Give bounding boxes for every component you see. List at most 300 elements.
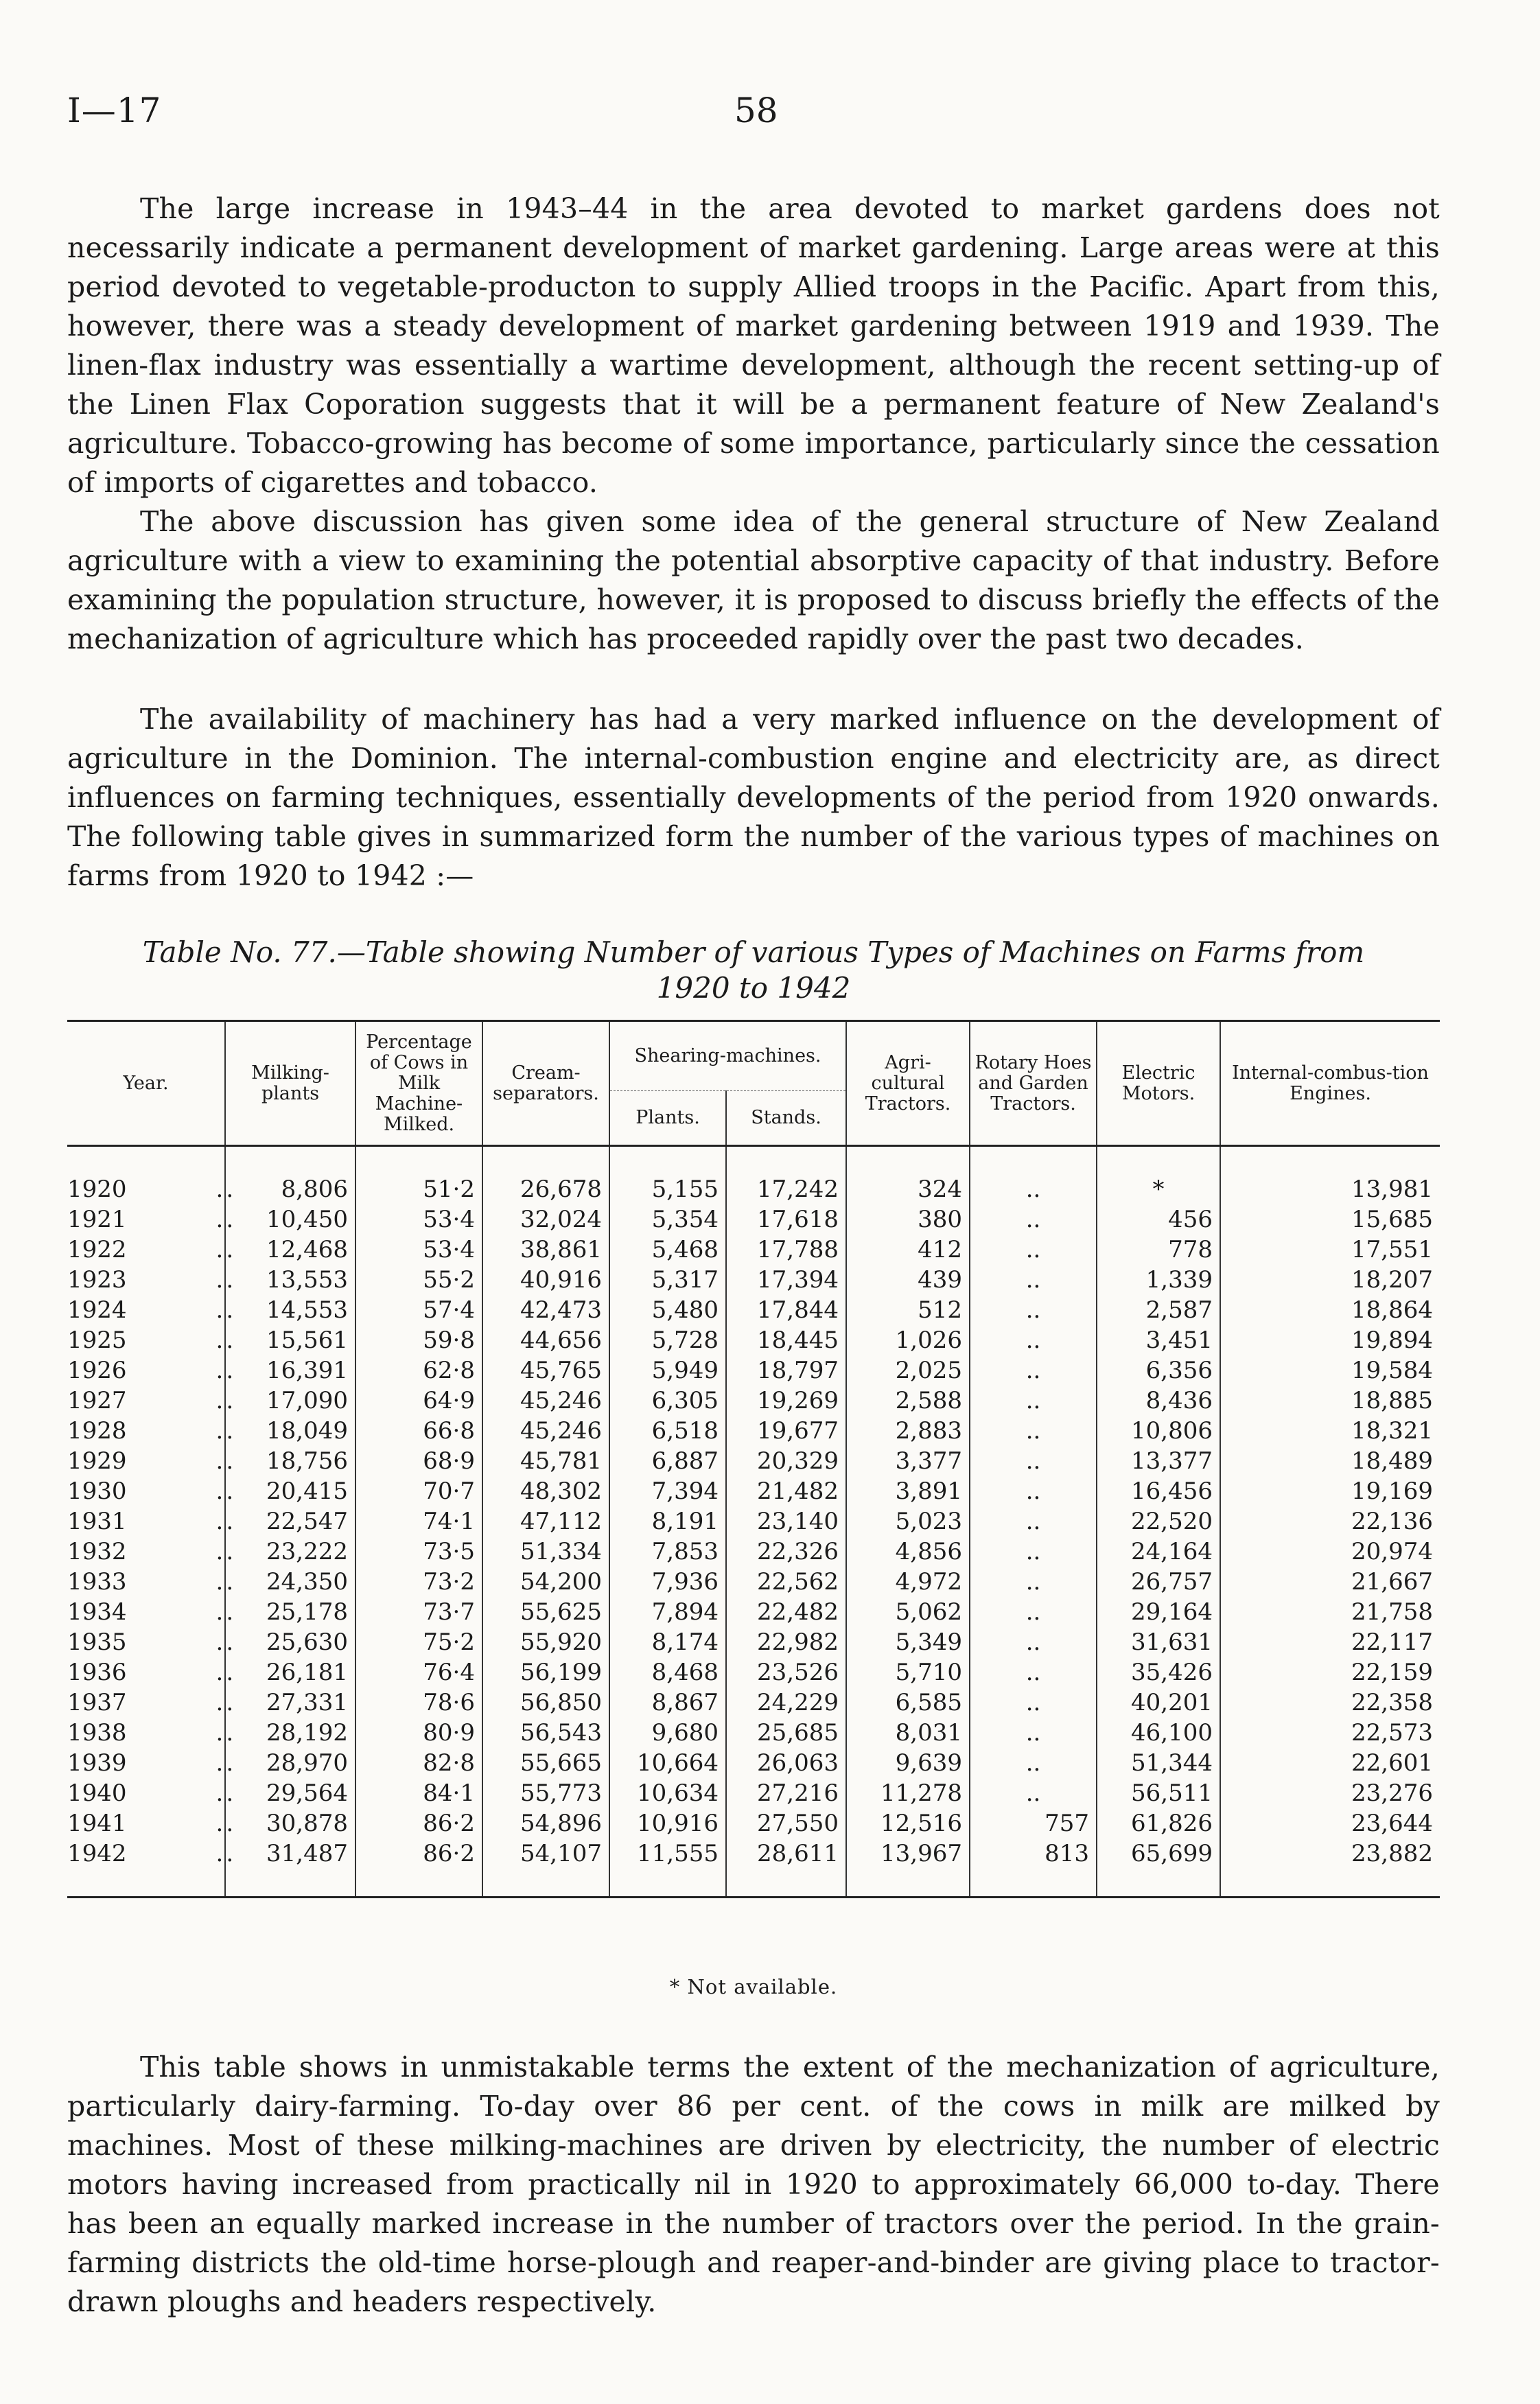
paragraph-text: The availability of machinery has had a very marked influence on the development of agriculture in the Dominion. The internal-combustion engine and electricity are, as direct influences on farming techniques, essentially developments of the period from 1920 onwards. The following table gives in summarized form the number of the various types of machines on farms from 1920 to 1942 :— — [67, 703, 1440, 892]
cell-agricultural-tractors: 8,031 — [846, 1718, 970, 1748]
cell-internal-combustion-engines: 18,321 — [1351, 1417, 1434, 1445]
cell-internal-combustion-engines: 15,685 — [1351, 1206, 1434, 1233]
cell-leader-dots: .. — [215, 1598, 237, 1626]
machines-table — [67, 1020, 1440, 1898]
cell-internal-combustion-engines: 18,489 — [1351, 1447, 1434, 1475]
cell-internal-combustion-engines: 22,358 — [1351, 1689, 1434, 1716]
cell-internal-combustion-engines: 21,758 — [1351, 1598, 1434, 1626]
col-cream-separators: Cream-separators. — [482, 1021, 609, 1146]
cell-internal-combustion-engines: 18,885 — [1351, 1387, 1434, 1414]
cell-shearing-stands: 17,242 — [726, 1174, 846, 1204]
cell-percent-machine-milked: 86·2 — [355, 1839, 482, 1869]
cell-rotary-hoes: .. — [970, 1657, 1097, 1688]
cell-rotary-hoes: .. — [970, 1235, 1097, 1265]
cell-rotary-hoes: .. — [970, 1506, 1097, 1537]
table-row — [67, 1476, 1440, 1506]
cell-year: 1938 — [67, 1719, 127, 1747]
cell-cream-separators: 55,665 — [482, 1748, 609, 1778]
cell-rotary-hoes: .. — [970, 1748, 1097, 1778]
col-percent-machine-milked: Percentage of Cows in Milk Machine-Milked. — [355, 1021, 482, 1146]
cell-milking-plants: 25,630 — [225, 1627, 355, 1657]
cell-internal-combustion-engines: 22,573 — [1351, 1719, 1434, 1747]
cell-agricultural-tractors: 5,062 — [846, 1597, 970, 1627]
cell-rotary-hoes: .. — [970, 1476, 1097, 1506]
cell-rotary-hoes: .. — [970, 1446, 1097, 1476]
cell-leader-dots: .. — [215, 1478, 237, 1505]
cell-shearing-plants: 7,853 — [609, 1537, 726, 1567]
cell-agricultural-tractors: 3,891 — [846, 1476, 970, 1506]
table-row — [67, 1718, 1440, 1748]
cell-electric-motors: 40,201 — [1097, 1688, 1220, 1718]
cell-agricultural-tractors: 512 — [846, 1295, 970, 1325]
cell-agricultural-tractors: 380 — [846, 1204, 970, 1235]
cell-agricultural-tractors: 4,972 — [846, 1567, 970, 1597]
cell-internal-combustion-engines: 17,551 — [1351, 1236, 1434, 1263]
cell-electric-motors: 61,826 — [1097, 1808, 1220, 1839]
cell-leader-dots: .. — [215, 1719, 237, 1747]
cell-shearing-stands: 24,229 — [726, 1688, 846, 1718]
table-row — [67, 1506, 1440, 1537]
cell-year: 1936 — [67, 1659, 127, 1686]
cell-agricultural-tractors: 5,349 — [846, 1627, 970, 1657]
cell-year: 1940 — [67, 1779, 127, 1807]
cell-internal-combustion-engines: 22,136 — [1351, 1508, 1434, 1535]
cell-shearing-plants: 8,191 — [609, 1506, 726, 1537]
cell-electric-motors: 51,344 — [1097, 1748, 1220, 1778]
cell-rotary-hoes: .. — [970, 1718, 1097, 1748]
document-series: I—17 — [67, 91, 162, 130]
cell-shearing-stands: 22,326 — [726, 1537, 846, 1567]
cell-rotary-hoes: .. — [970, 1627, 1097, 1657]
cell-percent-machine-milked: 53·4 — [355, 1204, 482, 1235]
cell-milking-plants: 29,564 — [225, 1778, 355, 1808]
cell-percent-machine-milked: 86·2 — [355, 1808, 482, 1839]
cell-internal-combustion-engines: 23,276 — [1351, 1779, 1434, 1807]
cell-rotary-hoes: 757 — [970, 1808, 1097, 1839]
cell-percent-machine-milked: 51·2 — [355, 1174, 482, 1204]
cell-electric-motors: 65,699 — [1097, 1839, 1220, 1869]
cell-shearing-plants: 7,936 — [609, 1567, 726, 1597]
cell-internal-combustion-engines: 20,974 — [1351, 1538, 1434, 1565]
cell-agricultural-tractors: 1,026 — [846, 1325, 970, 1355]
cell-shearing-plants: 11,555 — [609, 1839, 726, 1869]
paragraph-agriculture-structure — [67, 502, 1440, 659]
cell-year: 1928 — [67, 1417, 127, 1445]
col-shearing-machines: Shearing-machines. — [609, 1021, 846, 1091]
cell-cream-separators: 44,656 — [482, 1325, 609, 1355]
cell-leader-dots: .. — [215, 1629, 237, 1656]
cell-internal-combustion-engines: 22,159 — [1351, 1659, 1434, 1686]
cell-leader-dots: .. — [215, 1508, 237, 1535]
cell-cream-separators: 48,302 — [482, 1476, 609, 1506]
cell-shearing-plants: 10,634 — [609, 1778, 726, 1808]
cell-shearing-plants: 5,354 — [609, 1204, 726, 1235]
cell-cream-separators: 56,199 — [482, 1657, 609, 1688]
cell-shearing-plants: 7,394 — [609, 1476, 726, 1506]
cell-agricultural-tractors: 11,278 — [846, 1778, 970, 1808]
table-row — [67, 1325, 1440, 1355]
cell-milking-plants: 13,553 — [225, 1265, 355, 1295]
cell-year: 1930 — [67, 1478, 127, 1505]
cell-agricultural-tractors: 412 — [846, 1235, 970, 1265]
cell-leader-dots: .. — [215, 1810, 237, 1837]
cell-electric-motors: 13,377 — [1097, 1446, 1220, 1476]
cell-agricultural-tractors: 2,588 — [846, 1386, 970, 1416]
cell-milking-plants: 8,806 — [225, 1174, 355, 1204]
cell-percent-machine-milked: 66·8 — [355, 1416, 482, 1446]
cell-milking-plants: 28,192 — [225, 1718, 355, 1748]
cell-percent-machine-milked: 70·7 — [355, 1476, 482, 1506]
cell-shearing-plants: 7,894 — [609, 1597, 726, 1627]
table-row — [67, 1204, 1440, 1235]
cell-leader-dots: .. — [215, 1236, 237, 1263]
table-row — [67, 1386, 1440, 1416]
table-row — [67, 1657, 1440, 1688]
cell-year: 1929 — [67, 1447, 127, 1475]
cell-cream-separators: 38,861 — [482, 1235, 609, 1265]
cell-year: 1926 — [67, 1357, 127, 1384]
cell-internal-combustion-engines: 13,981 — [1351, 1176, 1434, 1203]
cell-shearing-stands: 17,788 — [726, 1235, 846, 1265]
cell-milking-plants: 28,970 — [225, 1748, 355, 1778]
cell-electric-motors: 10,806 — [1097, 1416, 1220, 1446]
cell-year: 1932 — [67, 1538, 127, 1565]
cell-internal-combustion-engines: 22,601 — [1351, 1749, 1434, 1777]
cell-milking-plants: 12,468 — [225, 1235, 355, 1265]
cell-electric-motors: 26,757 — [1097, 1567, 1220, 1597]
cell-shearing-stands: 22,482 — [726, 1597, 846, 1627]
cell-percent-machine-milked: 84·1 — [355, 1778, 482, 1808]
cell-percent-machine-milked: 59·8 — [355, 1325, 482, 1355]
table-row — [67, 1235, 1440, 1265]
cell-milking-plants: 14,553 — [225, 1295, 355, 1325]
cell-rotary-hoes: .. — [970, 1174, 1097, 1204]
cell-cream-separators: 45,246 — [482, 1386, 609, 1416]
cell-milking-plants: 18,756 — [225, 1446, 355, 1476]
cell-leader-dots: .. — [215, 1659, 237, 1686]
cell-rotary-hoes: 813 — [970, 1839, 1097, 1869]
cell-rotary-hoes: .. — [970, 1325, 1097, 1355]
table-row — [67, 1748, 1440, 1778]
table-caption — [67, 935, 1440, 1006]
cell-milking-plants: 26,181 — [225, 1657, 355, 1688]
cell-rotary-hoes: .. — [970, 1204, 1097, 1235]
cell-internal-combustion-engines: 19,169 — [1351, 1478, 1434, 1505]
cell-internal-combustion-engines: 23,644 — [1351, 1810, 1434, 1837]
cell-rotary-hoes: .. — [970, 1537, 1097, 1567]
cell-shearing-stands: 27,550 — [726, 1808, 846, 1839]
cell-percent-machine-milked: 55·2 — [355, 1265, 482, 1295]
table-footnote: * Not available. — [669, 1975, 838, 1998]
cell-leader-dots: .. — [215, 1779, 237, 1807]
table-caption-line1: Table No. 77.—Table showing Number of various Types of Machines on Farms from — [142, 935, 1365, 969]
cell-shearing-plants: 5,480 — [609, 1295, 726, 1325]
cell-milking-plants: 31,487 — [225, 1839, 355, 1869]
cell-milking-plants: 22,547 — [225, 1506, 355, 1537]
table-row — [67, 1537, 1440, 1567]
cell-cream-separators: 54,107 — [482, 1839, 609, 1869]
paragraph-machinery — [67, 700, 1440, 896]
cell-cream-separators: 55,920 — [482, 1627, 609, 1657]
cell-milking-plants: 24,350 — [225, 1567, 355, 1597]
table-row — [67, 1446, 1440, 1476]
cell-rotary-hoes: .. — [970, 1597, 1097, 1627]
cell-year: 1937 — [67, 1689, 127, 1716]
cell-shearing-stands: 19,269 — [726, 1386, 846, 1416]
cell-shearing-stands: 19,677 — [726, 1416, 846, 1446]
cell-leader-dots: .. — [215, 1327, 237, 1354]
cell-electric-motors: 1,339 — [1097, 1265, 1220, 1295]
cell-agricultural-tractors: 4,856 — [846, 1537, 970, 1567]
cell-shearing-stands: 27,216 — [726, 1778, 846, 1808]
cell-rotary-hoes: .. — [970, 1386, 1097, 1416]
cell-milking-plants: 23,222 — [225, 1537, 355, 1567]
cell-electric-motors: 29,164 — [1097, 1597, 1220, 1627]
cell-rotary-hoes: .. — [970, 1416, 1097, 1446]
cell-rotary-hoes: .. — [970, 1567, 1097, 1597]
cell-agricultural-tractors: 2,883 — [846, 1416, 970, 1446]
cell-milking-plants: 15,561 — [225, 1325, 355, 1355]
table-row — [67, 1174, 1440, 1204]
cell-cream-separators: 32,024 — [482, 1204, 609, 1235]
cell-leader-dots: .. — [215, 1357, 237, 1384]
cell-year: 1931 — [67, 1508, 127, 1535]
cell-shearing-plants: 10,916 — [609, 1808, 726, 1839]
col-rotary-hoes: Rotary Hoes and Garden Tractors. — [970, 1021, 1097, 1146]
cell-shearing-stands: 23,526 — [726, 1657, 846, 1688]
cell-agricultural-tractors: 3,377 — [846, 1446, 970, 1476]
cell-leader-dots: .. — [215, 1176, 237, 1203]
cell-electric-motors: 35,426 — [1097, 1657, 1220, 1688]
cell-milking-plants: 16,391 — [225, 1355, 355, 1386]
col-electric-motors: Electric Motors. — [1097, 1021, 1220, 1146]
cell-rotary-hoes: .. — [970, 1295, 1097, 1325]
cell-shearing-stands: 26,063 — [726, 1748, 846, 1778]
cell-leader-dots: .. — [215, 1538, 237, 1565]
cell-percent-machine-milked: 74·1 — [355, 1506, 482, 1537]
cell-cream-separators: 42,473 — [482, 1295, 609, 1325]
cell-cream-separators: 45,246 — [482, 1416, 609, 1446]
cell-year: 1921 — [67, 1206, 127, 1233]
cell-agricultural-tractors: 12,516 — [846, 1808, 970, 1839]
cell-internal-combustion-engines: 18,864 — [1351, 1296, 1434, 1324]
cell-agricultural-tractors: 9,639 — [846, 1748, 970, 1778]
col-milking-plants: Milking-plants — [225, 1021, 355, 1146]
cell-internal-combustion-engines: 18,207 — [1351, 1266, 1434, 1294]
cell-cream-separators: 40,916 — [482, 1265, 609, 1295]
cell-percent-machine-milked: 68·9 — [355, 1446, 482, 1476]
cell-percent-machine-milked: 73·2 — [355, 1567, 482, 1597]
cell-percent-machine-milked: 78·6 — [355, 1688, 482, 1718]
table-row — [67, 1627, 1440, 1657]
cell-year: 1923 — [67, 1266, 127, 1294]
cell-shearing-stands: 18,445 — [726, 1325, 846, 1355]
cell-electric-motors: 456 — [1097, 1204, 1220, 1235]
cell-leader-dots: .. — [215, 1387, 237, 1414]
cell-leader-dots: .. — [215, 1206, 237, 1233]
cell-shearing-plants: 5,317 — [609, 1265, 726, 1295]
machines-table-container — [67, 1020, 1440, 1898]
cell-shearing-stands: 22,562 — [726, 1567, 846, 1597]
cell-shearing-plants: 5,155 — [609, 1174, 726, 1204]
cell-percent-machine-milked: 75·2 — [355, 1627, 482, 1657]
cell-shearing-plants: 8,867 — [609, 1688, 726, 1718]
cell-year: 1920 — [67, 1176, 127, 1203]
cell-electric-motors: 8,436 — [1097, 1386, 1220, 1416]
cell-cream-separators: 47,112 — [482, 1506, 609, 1537]
cell-percent-machine-milked: 73·5 — [355, 1537, 482, 1567]
table-row — [67, 1295, 1440, 1325]
cell-agricultural-tractors: 5,710 — [846, 1657, 970, 1688]
cell-milking-plants: 18,049 — [225, 1416, 355, 1446]
cell-percent-machine-milked: 73·7 — [355, 1597, 482, 1627]
cell-cream-separators: 55,625 — [482, 1597, 609, 1627]
cell-cream-separators: 26,678 — [482, 1174, 609, 1204]
col-year: Year. — [67, 1021, 225, 1146]
cell-leader-dots: .. — [215, 1568, 237, 1596]
cell-year: 1922 — [67, 1236, 127, 1263]
cell-shearing-stands: 18,797 — [726, 1355, 846, 1386]
cell-year: 1925 — [67, 1327, 127, 1354]
cell-year: 1933 — [67, 1568, 127, 1596]
cell-rotary-hoes: .. — [970, 1778, 1097, 1808]
cell-agricultural-tractors: 2,025 — [846, 1355, 970, 1386]
cell-milking-plants: 20,415 — [225, 1476, 355, 1506]
cell-internal-combustion-engines: 23,882 — [1351, 1840, 1434, 1867]
table-row — [67, 1567, 1440, 1597]
cell-internal-combustion-engines: 21,667 — [1351, 1568, 1434, 1596]
table-caption-line2: 1920 to 1942 — [656, 971, 851, 1005]
paragraph-market-gardens — [67, 189, 1440, 502]
cell-milking-plants: 25,178 — [225, 1597, 355, 1627]
cell-shearing-stands: 17,844 — [726, 1295, 846, 1325]
cell-shearing-plants: 5,949 — [609, 1355, 726, 1386]
cell-milking-plants: 27,331 — [225, 1688, 355, 1718]
table-row — [67, 1778, 1440, 1808]
cell-cream-separators: 54,896 — [482, 1808, 609, 1839]
cell-shearing-stands: 25,685 — [726, 1718, 846, 1748]
cell-shearing-stands: 23,140 — [726, 1506, 846, 1537]
cell-electric-motors: 56,511 — [1097, 1778, 1220, 1808]
cell-rotary-hoes: .. — [970, 1265, 1097, 1295]
cell-electric-motors: 24,164 — [1097, 1537, 1220, 1567]
cell-leader-dots: .. — [215, 1447, 237, 1475]
cell-cream-separators: 45,781 — [482, 1446, 609, 1476]
cell-electric-motors: 3,451 — [1097, 1325, 1220, 1355]
cell-internal-combustion-engines: 19,584 — [1351, 1357, 1434, 1384]
cell-leader-dots: .. — [215, 1266, 237, 1294]
paragraph-text: The large increase in 1943–44 in the area devoted to market gardens does not necessarily indicate a permanent development of market gardening. Large areas were at this period devoted to vegetable-producton to supply Allied troops in the Pacific. Apart from this, however, there was a steady development of market gardening between 1919 and 1939. The linen-flax industry was essentially a wartime development, although the recent setting-up of the Linen Flax Coporation suggests that it will be a permanent feature of New Zealand's agriculture. Tobacco-growing has become of some importance, particularly since the cessation of imports of cigarettes and tobacco. — [67, 192, 1440, 499]
cell-rotary-hoes: .. — [970, 1355, 1097, 1386]
cell-shearing-stands: 22,982 — [726, 1627, 846, 1657]
cell-electric-motors: 2,587 — [1097, 1295, 1220, 1325]
table-row — [67, 1688, 1440, 1718]
cell-cream-separators: 56,543 — [482, 1718, 609, 1748]
cell-electric-motors: 16,456 — [1097, 1476, 1220, 1506]
col-shearing-plants: Plants. — [609, 1091, 726, 1146]
col-shearing-stands: Stands. — [726, 1091, 846, 1146]
cell-percent-machine-milked: 57·4 — [355, 1295, 482, 1325]
cell-milking-plants: 17,090 — [225, 1386, 355, 1416]
cell-electric-motors: 31,631 — [1097, 1627, 1220, 1657]
cell-shearing-plants: 6,305 — [609, 1386, 726, 1416]
paragraph-text: The above discussion has given some idea of the general structure of New Zealand agriculture with a view to examining the potential absorptive capacity of that industry. Before examining the population structure, however, it is proposed to discuss briefly the effects of the mechanization of agriculture which has proceeded rapidly over the past two decades. — [67, 505, 1440, 655]
table-row — [67, 1808, 1440, 1839]
cell-milking-plants: 10,450 — [225, 1204, 355, 1235]
cell-year: 1939 — [67, 1749, 127, 1777]
cell-cream-separators: 51,334 — [482, 1537, 609, 1567]
cell-year: 1924 — [67, 1296, 127, 1324]
cell-agricultural-tractors: 6,585 — [846, 1688, 970, 1718]
cell-percent-machine-milked: 76·4 — [355, 1657, 482, 1688]
paragraph-text: This table shows in unmistakable terms the extent of the mechanization of agriculture, particularly dairy-farming. To-day over 86 per cent. of the cows in milk are milked by machines. Most of these milking-machines are driven by electricity, the number of electric motors having increased from practically nil in 1920 to approximately 66,000 to-day. There has been an equally marked increase in the number of tractors over the period. In the grain-farming districts the old-time horse-plough and reaper-and-binder are giving place to tractor-drawn ploughs and headers respectively. — [67, 2051, 1440, 2318]
cell-shearing-plants: 10,664 — [609, 1748, 726, 1778]
col-agricultural-tractors: Agri-cultural Tractors. — [846, 1021, 970, 1146]
cell-percent-machine-milked: 64·9 — [355, 1386, 482, 1416]
table-row — [67, 1265, 1440, 1295]
col-internal-combustion-engines: Internal-combus-tion Engines. — [1220, 1021, 1440, 1146]
page-number: 58 — [734, 91, 778, 130]
cell-internal-combustion-engines: 22,117 — [1351, 1629, 1434, 1656]
cell-electric-motors: 6,356 — [1097, 1355, 1220, 1386]
cell-electric-motors: 778 — [1097, 1235, 1220, 1265]
cell-year: 1934 — [67, 1598, 127, 1626]
cell-electric-motors: 22,520 — [1097, 1506, 1220, 1537]
cell-shearing-plants: 6,887 — [609, 1446, 726, 1476]
table-body — [67, 1146, 1440, 1898]
cell-leader-dots: .. — [215, 1296, 237, 1324]
table-header — [67, 1021, 1440, 1146]
cell-electric-motors: 46,100 — [1097, 1718, 1220, 1748]
cell-percent-machine-milked: 53·4 — [355, 1235, 482, 1265]
table-row — [67, 1416, 1440, 1446]
cell-shearing-stands: 17,394 — [726, 1265, 846, 1295]
cell-percent-machine-milked: 80·9 — [355, 1718, 482, 1748]
cell-cream-separators: 45,765 — [482, 1355, 609, 1386]
cell-shearing-plants: 8,174 — [609, 1627, 726, 1657]
table-row — [67, 1839, 1440, 1869]
cell-internal-combustion-engines: 19,894 — [1351, 1327, 1434, 1354]
cell-shearing-plants: 5,468 — [609, 1235, 726, 1265]
table-row — [67, 1355, 1440, 1386]
cell-leader-dots: .. — [215, 1689, 237, 1716]
cell-shearing-plants: 6,518 — [609, 1416, 726, 1446]
cell-cream-separators: 54,200 — [482, 1567, 609, 1597]
cell-agricultural-tractors: 439 — [846, 1265, 970, 1295]
cell-agricultural-tractors: 324 — [846, 1174, 970, 1204]
cell-shearing-plants: 9,680 — [609, 1718, 726, 1748]
cell-leader-dots: .. — [215, 1840, 237, 1867]
cell-year: 1942 — [67, 1840, 127, 1867]
cell-rotary-hoes: .. — [970, 1688, 1097, 1718]
cell-leader-dots: .. — [215, 1749, 237, 1777]
cell-cream-separators: 56,850 — [482, 1688, 609, 1718]
cell-leader-dots: .. — [215, 1417, 237, 1445]
table-row — [67, 1597, 1440, 1627]
cell-milking-plants: 30,878 — [225, 1808, 355, 1839]
cell-percent-machine-milked: 82·8 — [355, 1748, 482, 1778]
cell-year: 1927 — [67, 1387, 127, 1414]
cell-shearing-plants: 8,468 — [609, 1657, 726, 1688]
cell-cream-separators: 55,773 — [482, 1778, 609, 1808]
cell-shearing-stands: 17,618 — [726, 1204, 846, 1235]
paragraph-conclusion — [67, 2048, 1440, 2322]
page-header — [67, 91, 1440, 139]
cell-shearing-stands: 20,329 — [726, 1446, 846, 1476]
cell-agricultural-tractors: 5,023 — [846, 1506, 970, 1537]
cell-electric-motors: * — [1097, 1174, 1220, 1204]
cell-percent-machine-milked: 62·8 — [355, 1355, 482, 1386]
